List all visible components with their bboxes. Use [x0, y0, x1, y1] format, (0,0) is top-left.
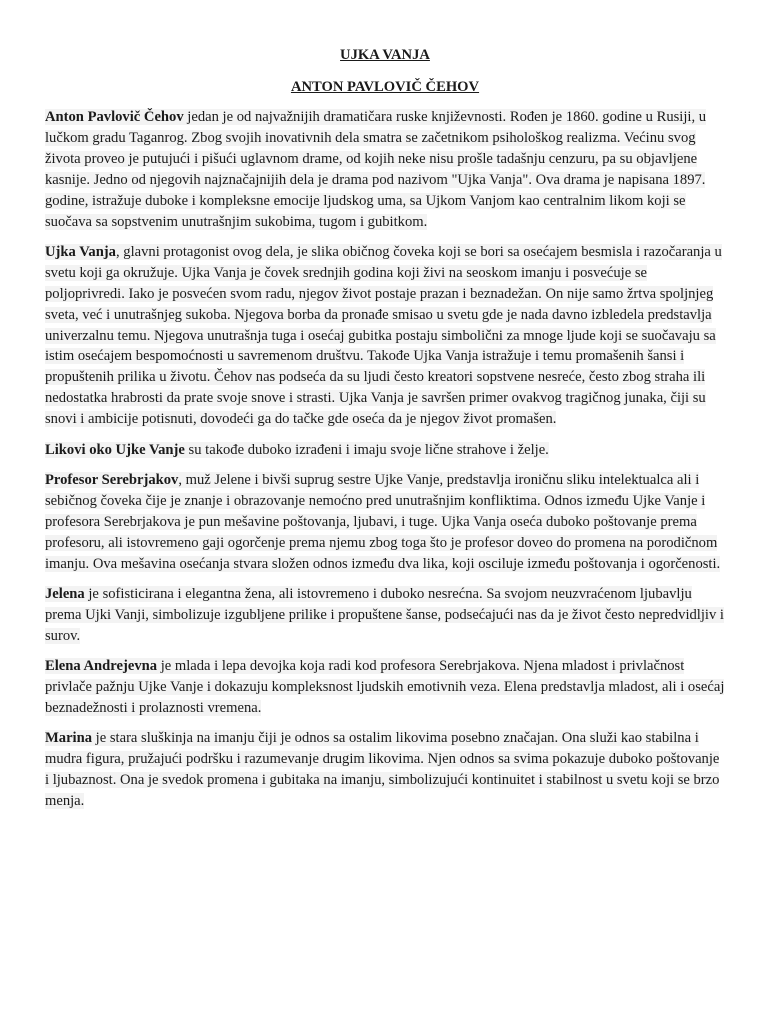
paragraph-text: [45, 244, 722, 427]
paragraph-body: , muž Jelene i bivši suprug sestre Ujke Vanje, predstavlja ironičnu sliku intelektualca ali i sebičnog čoveka čije je znanje i obrazovanje nemoćno pred unutrašnjim konfliktima. Odnos između Ujke Vanje i profesora Serebrjakova je pun mešavine poštovanja, ljubavi, i tuge. Ujka Vanja oseća duboko poštovanje prema profesoru, ali istovremeno gaji ogorčenje prema njemu zbog toga što je profesor doveo do promena na porodičnom imanju. Ova mešavina osećanja stvara složen odnos između dva lika, koji osciluje između poštovanja i ogorčenosti.: [45, 472, 721, 572]
paragraph-lead: Marina: [45, 730, 93, 747]
paragraph-ujka-vanja: [45, 242, 725, 430]
paragraph-body: je mlada i lepa devojka koja radi kod profesora Serebrjakova. Njena mladost i privlačnost privlače pažnju Ujke Vanje i dokazuju kompleksnost ljudskih emotivnih veza. Elena predstavlja mladost, ali i osećaj beznadežnosti i prolaznosti vremena.: [45, 658, 725, 717]
paragraph-lead: Elena Andrejevna: [45, 658, 158, 675]
paragraph-lead: Profesor Serebrjakov: [45, 472, 179, 488]
paragraph-lead: Ujka Vanja: [45, 243, 116, 260]
paragraph-elena: [45, 656, 725, 719]
paragraph-text: [45, 472, 720, 572]
paragraph-serebrjakov: [45, 470, 725, 575]
paragraph-lead: Jelena: [45, 586, 85, 603]
paragraph-text: [45, 109, 706, 230]
paragraph-body: , glavni protagonist ovog dela, je slika običnog čoveka koji se bori sa osećajem besmisla i razočaranja u svetu koji ga okružuje. Ujka Vanja je čovek srednjih godina koji živi na seoskom imanju i posvećuje se poljoprivredi. Iako je posvećen svom radu, njegov život postaje prazan i beznadežan. On nije samo žrtva spoljnjeg sveta, već i unutrašnjeg sukoba. Njegova borba da pronađe smisao u svetu gde je nada davno izbledela predstavlja univerzalnu temu. Njegova unutrašnja tuga i osećaj gubitka postaju simbolični za mnoge ljude koji se suočavaju sa istim osećajem bespomoćnosti u savremenom društvu. Takođe Ujka Vanja istražuje i temu promašenih šansi i propuštenih prilika u životu. Čehov nas podseća da su ljudi često kreatori sopstvene nesreće, često zbog straha ili nedostatka hrabrosti da prate svoje snove i strasti. Ujka Vanja je savršen primer ovakvog tragičnog junaka, čiji su snovi i ambicije potisnuti, dovodeći ga do tačke gde oseća da je njegov život promašen.: [45, 243, 722, 428]
paragraph-jelena: [45, 584, 725, 647]
paragraph-chekhov: [45, 107, 725, 232]
paragraph-body: su takođe duboko izrađeni i imaju svoje lične strahove i želje.: [184, 441, 549, 458]
paragraph-marina: [45, 728, 725, 812]
paragraph-body: je stara sluškinja na imanju čiji je odnos sa ostalim likovima posebno značajan. Ona služi kao stabilna i mudra figura, pružajući podršku i razumevanje drugim likovima. Njen odnos sa svima pokazuje duboko poštovanje i ljubaznost. Ona je svedok promena i gubitaka na imanju, simbolizujući kontinuitet i stabilnost u svetu koji se brzo menja.: [45, 730, 720, 810]
paragraph-likovi: [45, 440, 725, 461]
paragraph-body: je sofisticirana i elegantna žena, ali istovremeno i duboko nesrećna. Sa svojom neuzvraćenom ljubavlju prema Ujki Vanji, simbolizuje izgubljene prilike i propuštene šanse, podsećajući nas da je život često nepredvidljiv i surov.: [45, 586, 724, 644]
document-author: ANTON PAVLOVIČ ČEHOV: [290, 79, 480, 95]
document-page: [45, 46, 725, 822]
paragraph-lead: Anton Pavlovič Čehov: [45, 109, 184, 125]
paragraph-text: [45, 730, 719, 809]
paragraph-text: [45, 442, 549, 458]
paragraph-text: [45, 658, 724, 716]
paragraph-lead: Likovi oko Ujke Vanje: [45, 441, 185, 458]
paragraph-body: jedan je od najvažnijih dramatičara ruske književnosti. Rođen je 1860. godine u Rusiji, u lučkom gradu Taganrog. Zbog svojih inovativnih dela smatra se začetnikom psihološkog realizma. Većinu svog života proveo je putujući i pišući uglavnom drame, od kojih neke nisu prošle tadašnju cenzuru, pa su objavljene kasnije. Jedno od njegovih najznačajnijih dela je drama pod nazivom "Ujka Vanja". Ova drama je napisana 1897. godine, istražuje duboke i kompleksne emocije ljudskog uma, sa Ujkom Vanjom kao centralnim likom koji se suočava sa sopstvenim unutrašnjim sukobima, tugom i gubitkom.: [45, 109, 707, 230]
paragraph-text: [45, 586, 724, 644]
document-title: UJKA VANJA: [340, 47, 430, 63]
